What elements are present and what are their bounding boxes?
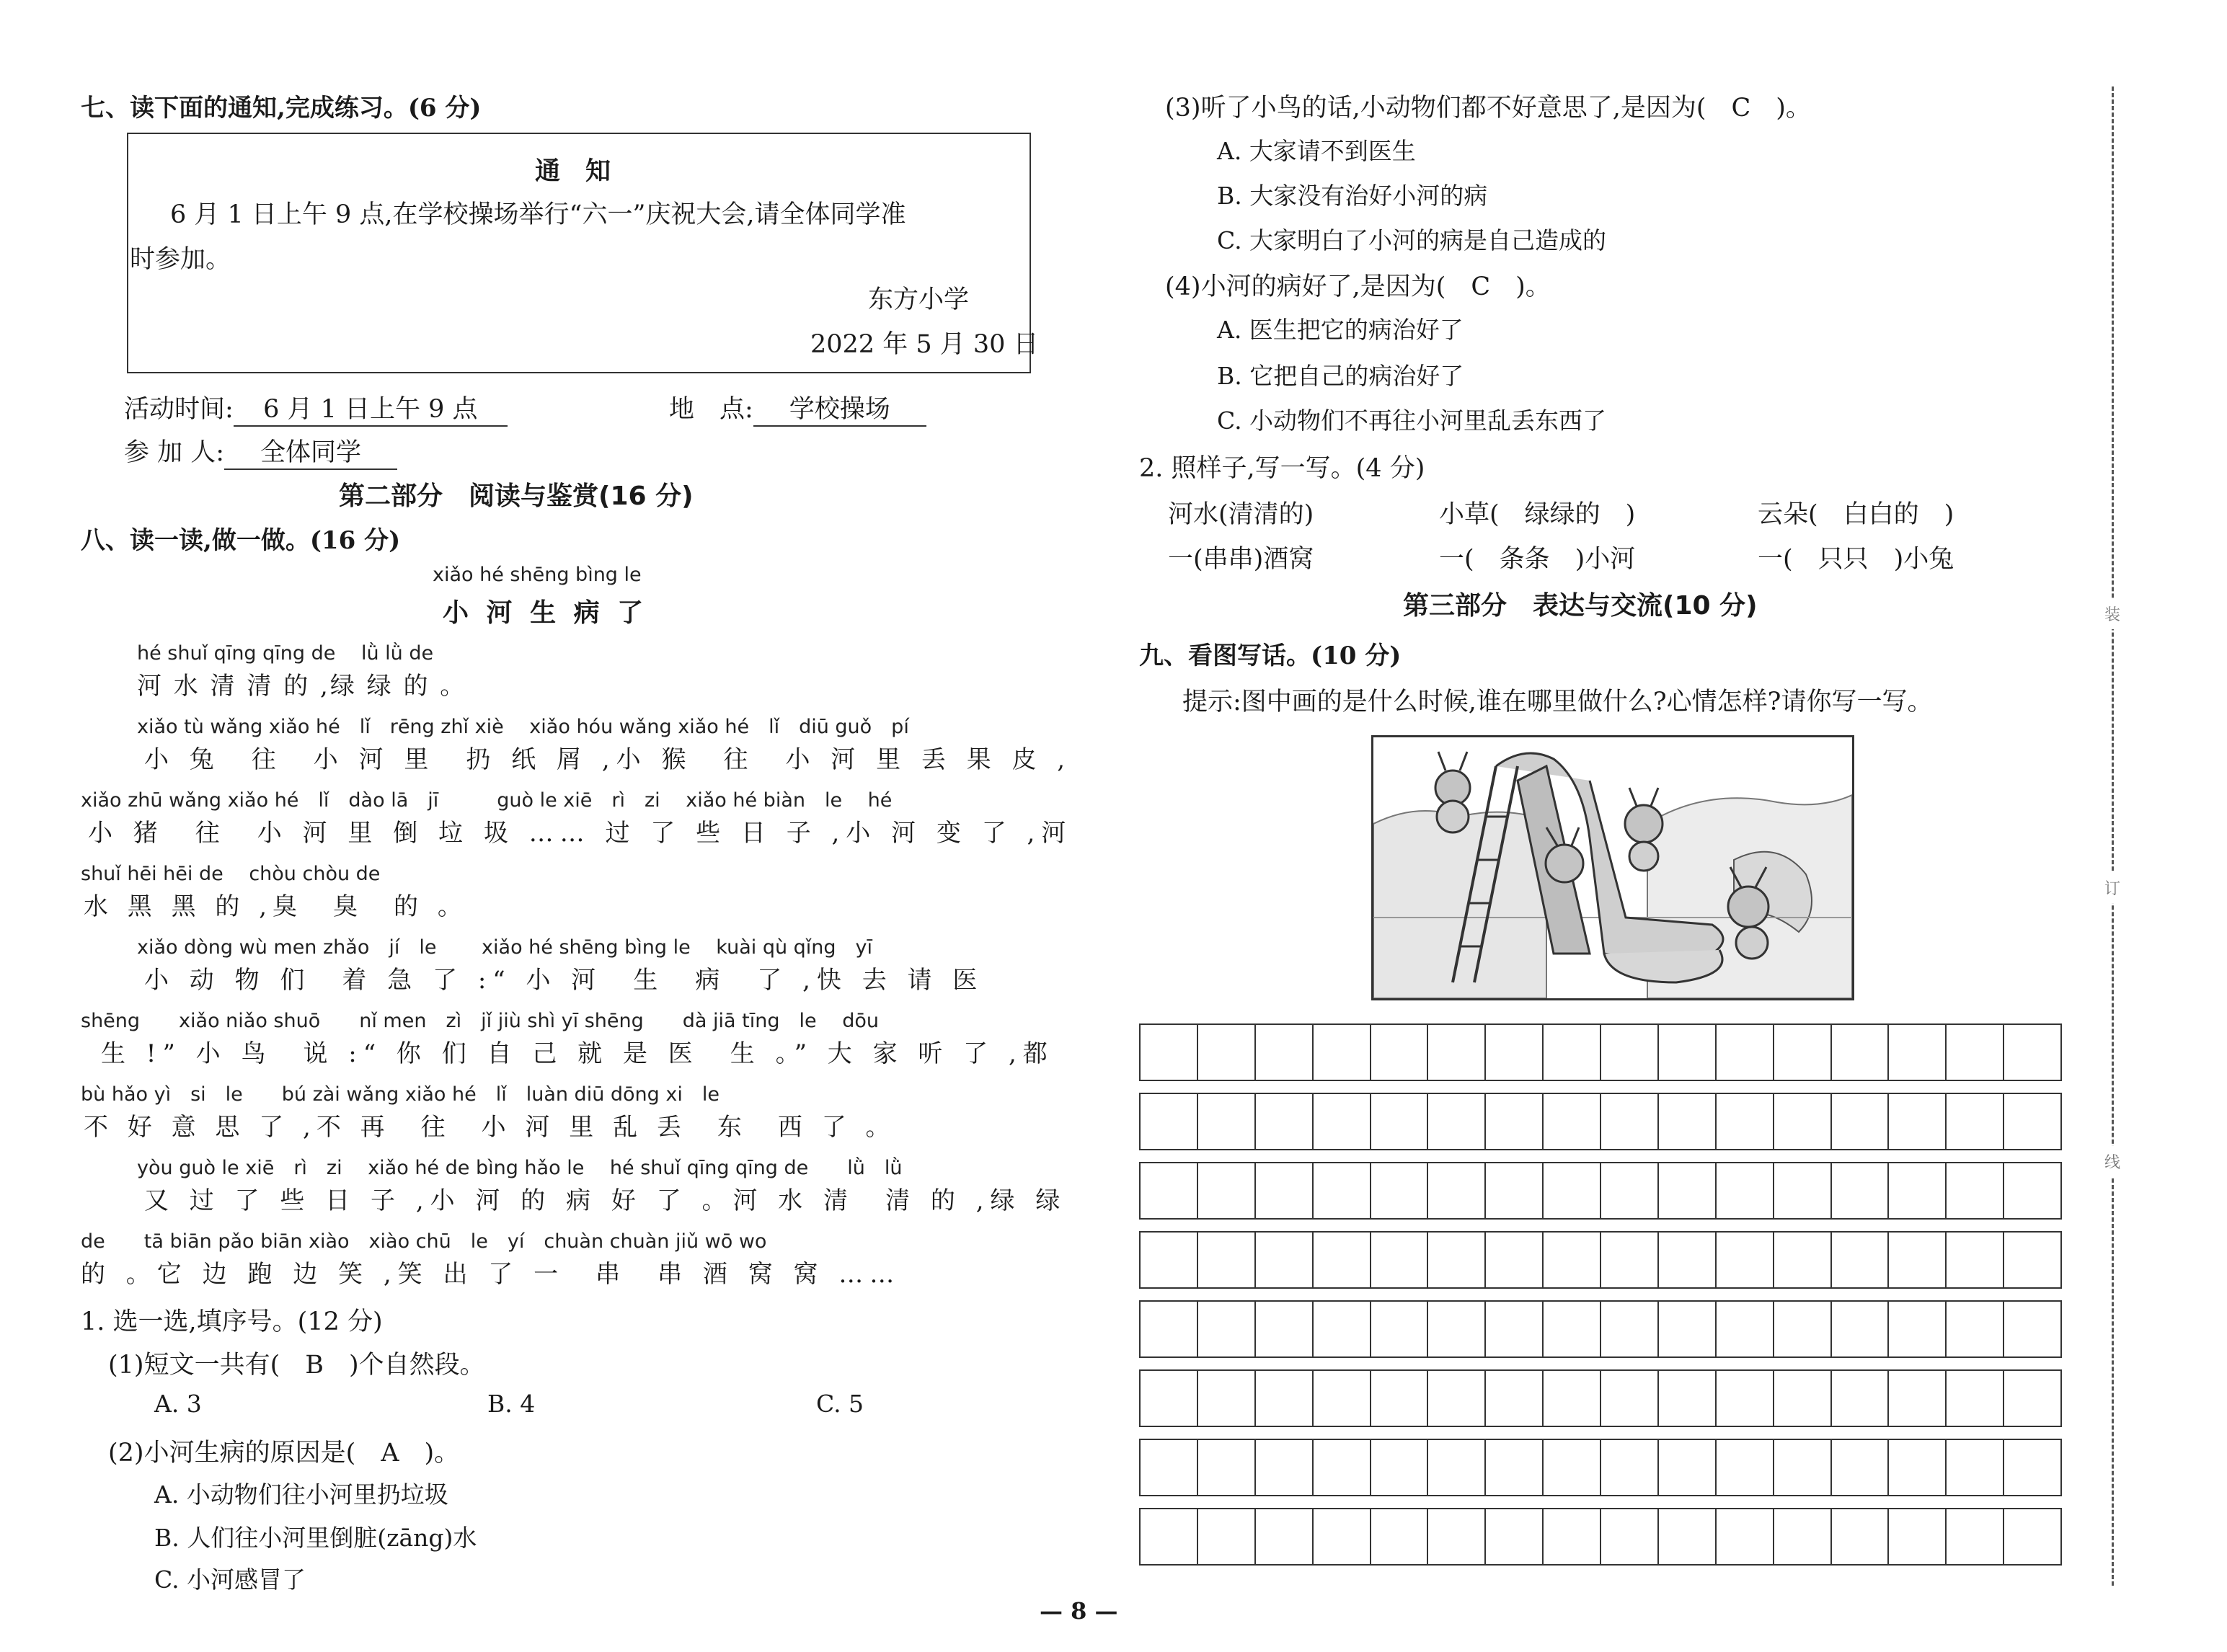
story-pinyin-7: bù hǎo yì si le bú zài wǎng xiǎo hé lǐ luàn diū dōng xi le <box>81 1083 720 1106</box>
question-1-option-b: B. 4 <box>487 1390 536 1418</box>
q8-sub2-heading: 2. 照样子,写一写。(4 分) <box>1139 454 1425 483</box>
example-2-1: 一(串串)酒窝 <box>1168 545 1314 574</box>
writing-grid-row-1[interactable] <box>1139 1023 2062 1081</box>
page-number: — 8 — <box>1040 1597 1118 1625</box>
place-row <box>669 389 926 427</box>
question-2-option-a: A. 小动物们往小河里扔垃圾 <box>154 1480 448 1509</box>
activity-time-answer: 6 月 1 日上午 9 点 <box>234 389 508 427</box>
question-3-option-b: B. 大家没有治好小河的病 <box>1217 182 1488 210</box>
story-title-pinyin: xiǎo hé shēng bìng le <box>433 564 642 586</box>
binding-mark-2: 订 <box>2102 872 2123 903</box>
question-3: (3)听了小鸟的话,小动物们都不好意思了,是因为( C )。 <box>1165 94 1811 123</box>
notice-line-2: 时参加。 <box>130 245 231 274</box>
notice-line-1: 6 月 1 日上午 9 点,在学校操场举行“六一”庆祝大会,请全体同学准 <box>170 200 906 229</box>
participants-answer: 全体同学 <box>224 432 397 470</box>
example-1-1: 河水(清清的) <box>1168 500 1314 529</box>
story-text-2: 小 兔 往 小 河 里 扔 纸 屑 ,小 猴 往 小 河 里 丢 果 皮 , <box>144 745 1072 774</box>
story-pinyin-5: xiǎo dòng wù men zhǎo jí le xiǎo hé shēng bìng le kuài qù qǐng yī <box>137 936 873 959</box>
notice-date: 2022 年 5 月 30 日 <box>810 330 1039 359</box>
writing-grid-row-7[interactable] <box>1139 1439 2062 1496</box>
question-1-option-a: A. 3 <box>154 1390 202 1418</box>
question-1: (1)短文一共有( B )个自然段。 <box>108 1351 485 1380</box>
part2-title: 第二部分 阅读与鉴赏(16 分) <box>339 481 694 511</box>
story-pinyin-8: yòu guò le xiē rì zi xiǎo hé de bìng hǎo le hé shuǐ qīng qīng de lǜ lǜ <box>137 1157 903 1179</box>
ants-slide-drawing <box>1373 737 1852 998</box>
writing-grid-row-2[interactable] <box>1139 1093 2062 1150</box>
q7-heading: 七、读下面的通知,完成练习。(6 分) <box>81 94 482 123</box>
q8-heading: 八、读一读,做一做。(16 分) <box>81 526 401 555</box>
binding-mark-1: 装 <box>2102 598 2123 629</box>
question-3-option-c: C. 大家明白了小河的病是自己造成的 <box>1217 226 1607 254</box>
place-label: 地 点: <box>669 395 753 424</box>
part3-title: 第三部分 表达与交流(10 分) <box>1403 591 1758 621</box>
writing-grid-row-6[interactable] <box>1139 1369 2062 1427</box>
q8-sub1-heading: 1. 选一选,填序号。(12 分) <box>81 1307 383 1336</box>
question-2-option-b: B. 人们往小河里倒脏(zāng)水 <box>154 1524 477 1552</box>
story-text-5: 小 动 物 们 着 急 了 :“ 小 河 生 病 了 ,快 去 请 医 <box>144 966 984 995</box>
story-pinyin-9: de tā biān pǎo biān xiào xiào chū le yí chuàn chuàn jiǔ wō wo <box>81 1230 767 1253</box>
question-4-option-c: C. 小动物们不再往小河里乱丢东西了 <box>1217 407 1607 435</box>
question-4-option-b: B. 它把自己的病治好了 <box>1217 362 1464 390</box>
question-2-option-c: C. 小河感冒了 <box>154 1566 306 1594</box>
question-2: (2)小河生病的原因是( A )。 <box>108 1439 460 1467</box>
writing-grid-row-3[interactable] <box>1139 1162 2062 1220</box>
story-text-4: 水 黑 黑 的 ,臭 臭 的 。 <box>84 892 468 921</box>
notice-signature: 东方小学 <box>868 285 970 314</box>
participants-label: 参 加 人: <box>124 438 225 467</box>
story-pinyin-3: xiǎo zhū wǎng xiǎo hé lǐ dào lā jī guò le xiē rì zi xiǎo hé biàn le hé <box>81 789 893 812</box>
story-text-3: 小 猪 往 小 河 里 倒 垃 圾 …… 过 了 些 日 子 ,小 河 变 了 ,河 <box>88 819 1073 848</box>
activity-time-row <box>124 389 508 427</box>
question-4: (4)小河的病好了,是因为( C )。 <box>1165 272 1551 301</box>
example-1-3: 云朵( 白白的 ) <box>1758 500 1954 529</box>
participants-row <box>124 432 397 470</box>
story-text-1: 河 水 清 清 的 ,绿 绿 的 。 <box>137 672 467 701</box>
example-1-2: 小草( 绿绿的 ) <box>1439 500 1636 529</box>
question-4-option-a: A. 医生把它的病治好了 <box>1217 316 1464 344</box>
story-text-9: 的 。它 边 跑 边 笑 ,笑 出 了 一 串 串 酒 窝 窝 …… <box>81 1260 901 1289</box>
notice-title: 通 知 <box>535 156 611 186</box>
binding-dashed-line <box>2112 86 2114 1586</box>
example-2-2: 一( 条条 )小河 <box>1439 545 1636 574</box>
story-pinyin-2: xiǎo tù wǎng xiǎo hé lǐ rēng zhǐ xiè xiǎo hóu wǎng xiǎo hé lǐ diū guǒ pí <box>137 716 909 738</box>
writing-grid-row-8[interactable] <box>1139 1508 2062 1566</box>
question-3-option-a: A. 大家请不到医生 <box>1217 137 1416 165</box>
writing-grid-row-5[interactable] <box>1139 1300 2062 1358</box>
writing-grid-row-4[interactable] <box>1139 1231 2062 1289</box>
activity-time-label: 活动时间: <box>124 395 234 424</box>
place-answer: 学校操场 <box>753 389 926 427</box>
example-2-3: 一( 只只 )小兔 <box>1758 545 1954 574</box>
story-text-8: 又 过 了 些 日 子 ,小 河 的 病 好 了 。河 水 清 清 的 ,绿 绿 <box>144 1186 1067 1215</box>
story-pinyin-1: hé shuǐ qīng qīng de lǜ lǜ de <box>137 642 434 665</box>
story-text-7: 不 好 意 思 了 ,不 再 往 小 河 里 乱 丢 东 西 了 。 <box>84 1113 896 1142</box>
story-pinyin-4: shuǐ hēi hēi de chòu chòu de <box>81 863 381 885</box>
binding-mark-3: 线 <box>2102 1146 2123 1177</box>
ants-playing-illustration <box>1371 735 1854 1000</box>
question-1-option-c: C. 5 <box>816 1390 864 1418</box>
story-title: 小 河 生 病 了 <box>443 598 648 628</box>
story-text-6: 生 !” 小 鸟 说 :“ 你 们 自 己 就 是 医 生 。” 大 家 听 了 ,都 <box>101 1039 1054 1068</box>
notice-box <box>127 133 1039 373</box>
q9-heading: 九、看图写话。(10 分) <box>1139 641 1402 670</box>
story-pinyin-6: shēng xiǎo niǎo shuō nǐ men zì jǐ jiù shì yī shēng dà jiā tīng le dōu <box>81 1010 879 1032</box>
q9-hint: 提示:图中画的是什么时候,谁在哪里做什么?心情怎样?请你写一写。 <box>1182 688 1933 716</box>
